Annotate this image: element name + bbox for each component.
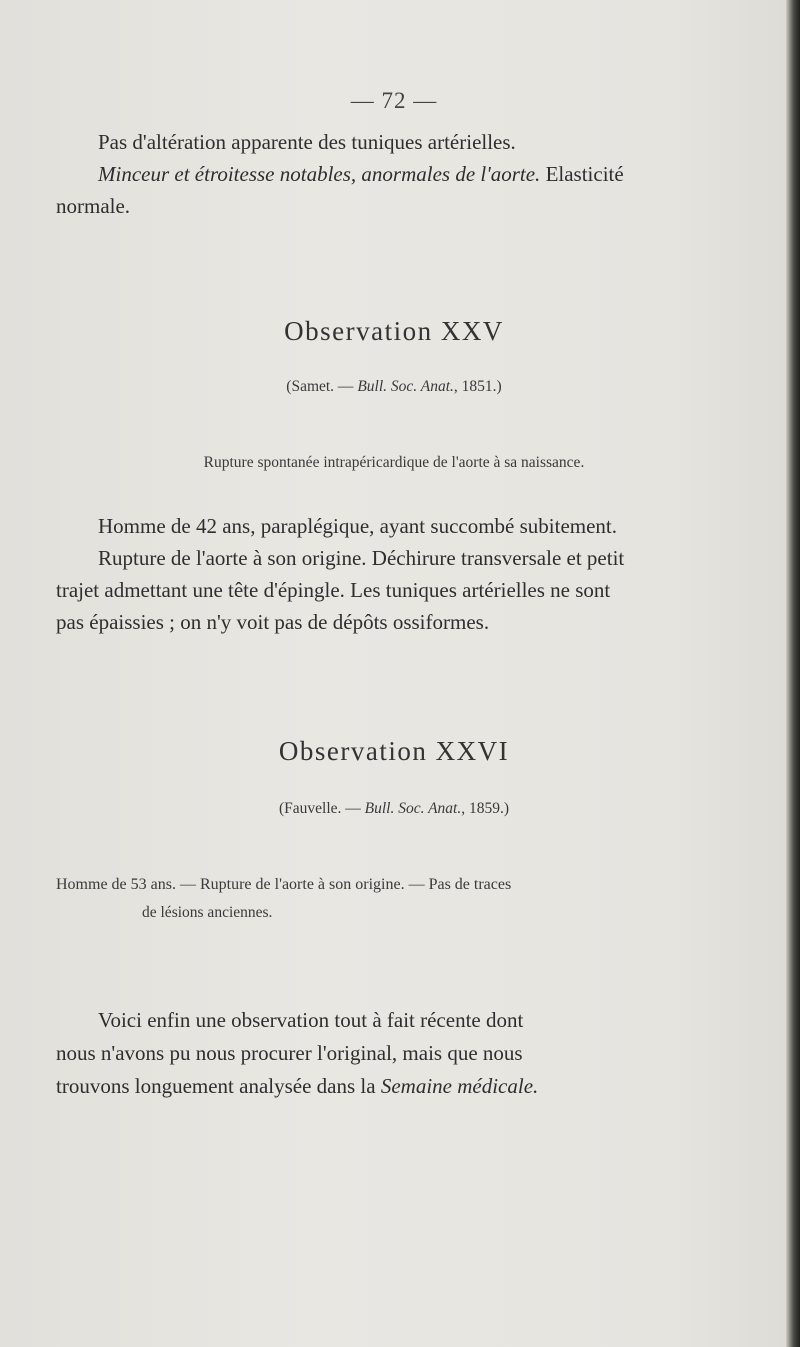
observation-summary: Rupture spontanée intrapéricardique de l'aorte à sa naissance.: [203, 454, 585, 471]
intro-line-2-rest: Elasticité: [540, 162, 624, 186]
book-spine-edge: [786, 0, 800, 1347]
reference-journal: Bull. Soc. Anat.: [364, 800, 462, 817]
observation-body-line: trajet admettant une tête d'épingle. Les tuniques artérielles ne sont: [56, 578, 611, 602]
observation-heading: Observation XXV: [284, 316, 504, 346]
closing-line-2: nous n'avons pu nous procurer l'original, mais que nous: [56, 1041, 523, 1065]
reference-author: (Fauvelle. —: [278, 800, 365, 817]
intro-line-1: Pas d'altération apparente des tuniques artérielles.: [98, 130, 516, 154]
observation-body-line: Rupture de l'aorte à son origine. Déchirure transversale et petit: [98, 546, 625, 570]
observation-body-line: pas épaissies ; on n'y voit pas de dépôts ossiformes.: [56, 610, 490, 634]
observation-reference: [0, 378, 788, 396]
observation-body-line: Homme de 42 ans, paraplégique, ayant succombé subitement.: [98, 514, 618, 538]
reference-journal: Bull. Soc. Anat.: [357, 378, 454, 395]
observation-summary-line: de lésions anciennes.: [142, 904, 273, 921]
closing-line-1: Voici enfin une observation tout à fait récente dont: [98, 1008, 524, 1032]
observation-reference: [0, 800, 788, 818]
reference-author: (Samet. —: [286, 378, 358, 395]
closing-line-3: [56, 1074, 538, 1099]
intro-line-2-italic: Minceur et étroitesse notables, anormales de l'aorte.: [98, 162, 541, 186]
intro-line-3: normale.: [56, 194, 131, 218]
reference-year: , 1859.): [461, 800, 510, 817]
page-number: — 72 —: [350, 88, 438, 113]
observation-heading: Observation XXVI: [278, 736, 510, 766]
reference-year: , 1851.): [453, 378, 502, 395]
observation-summary-line: Homme de 53 ans. — Rupture de l'aorte à son origine. — Pas de traces: [56, 876, 512, 893]
closing-line-3-italic: Semaine médicale.: [380, 1074, 539, 1098]
closing-line-3-start: trouvons longuement analysée dans la: [56, 1074, 381, 1098]
intro-line-2: [98, 162, 624, 187]
